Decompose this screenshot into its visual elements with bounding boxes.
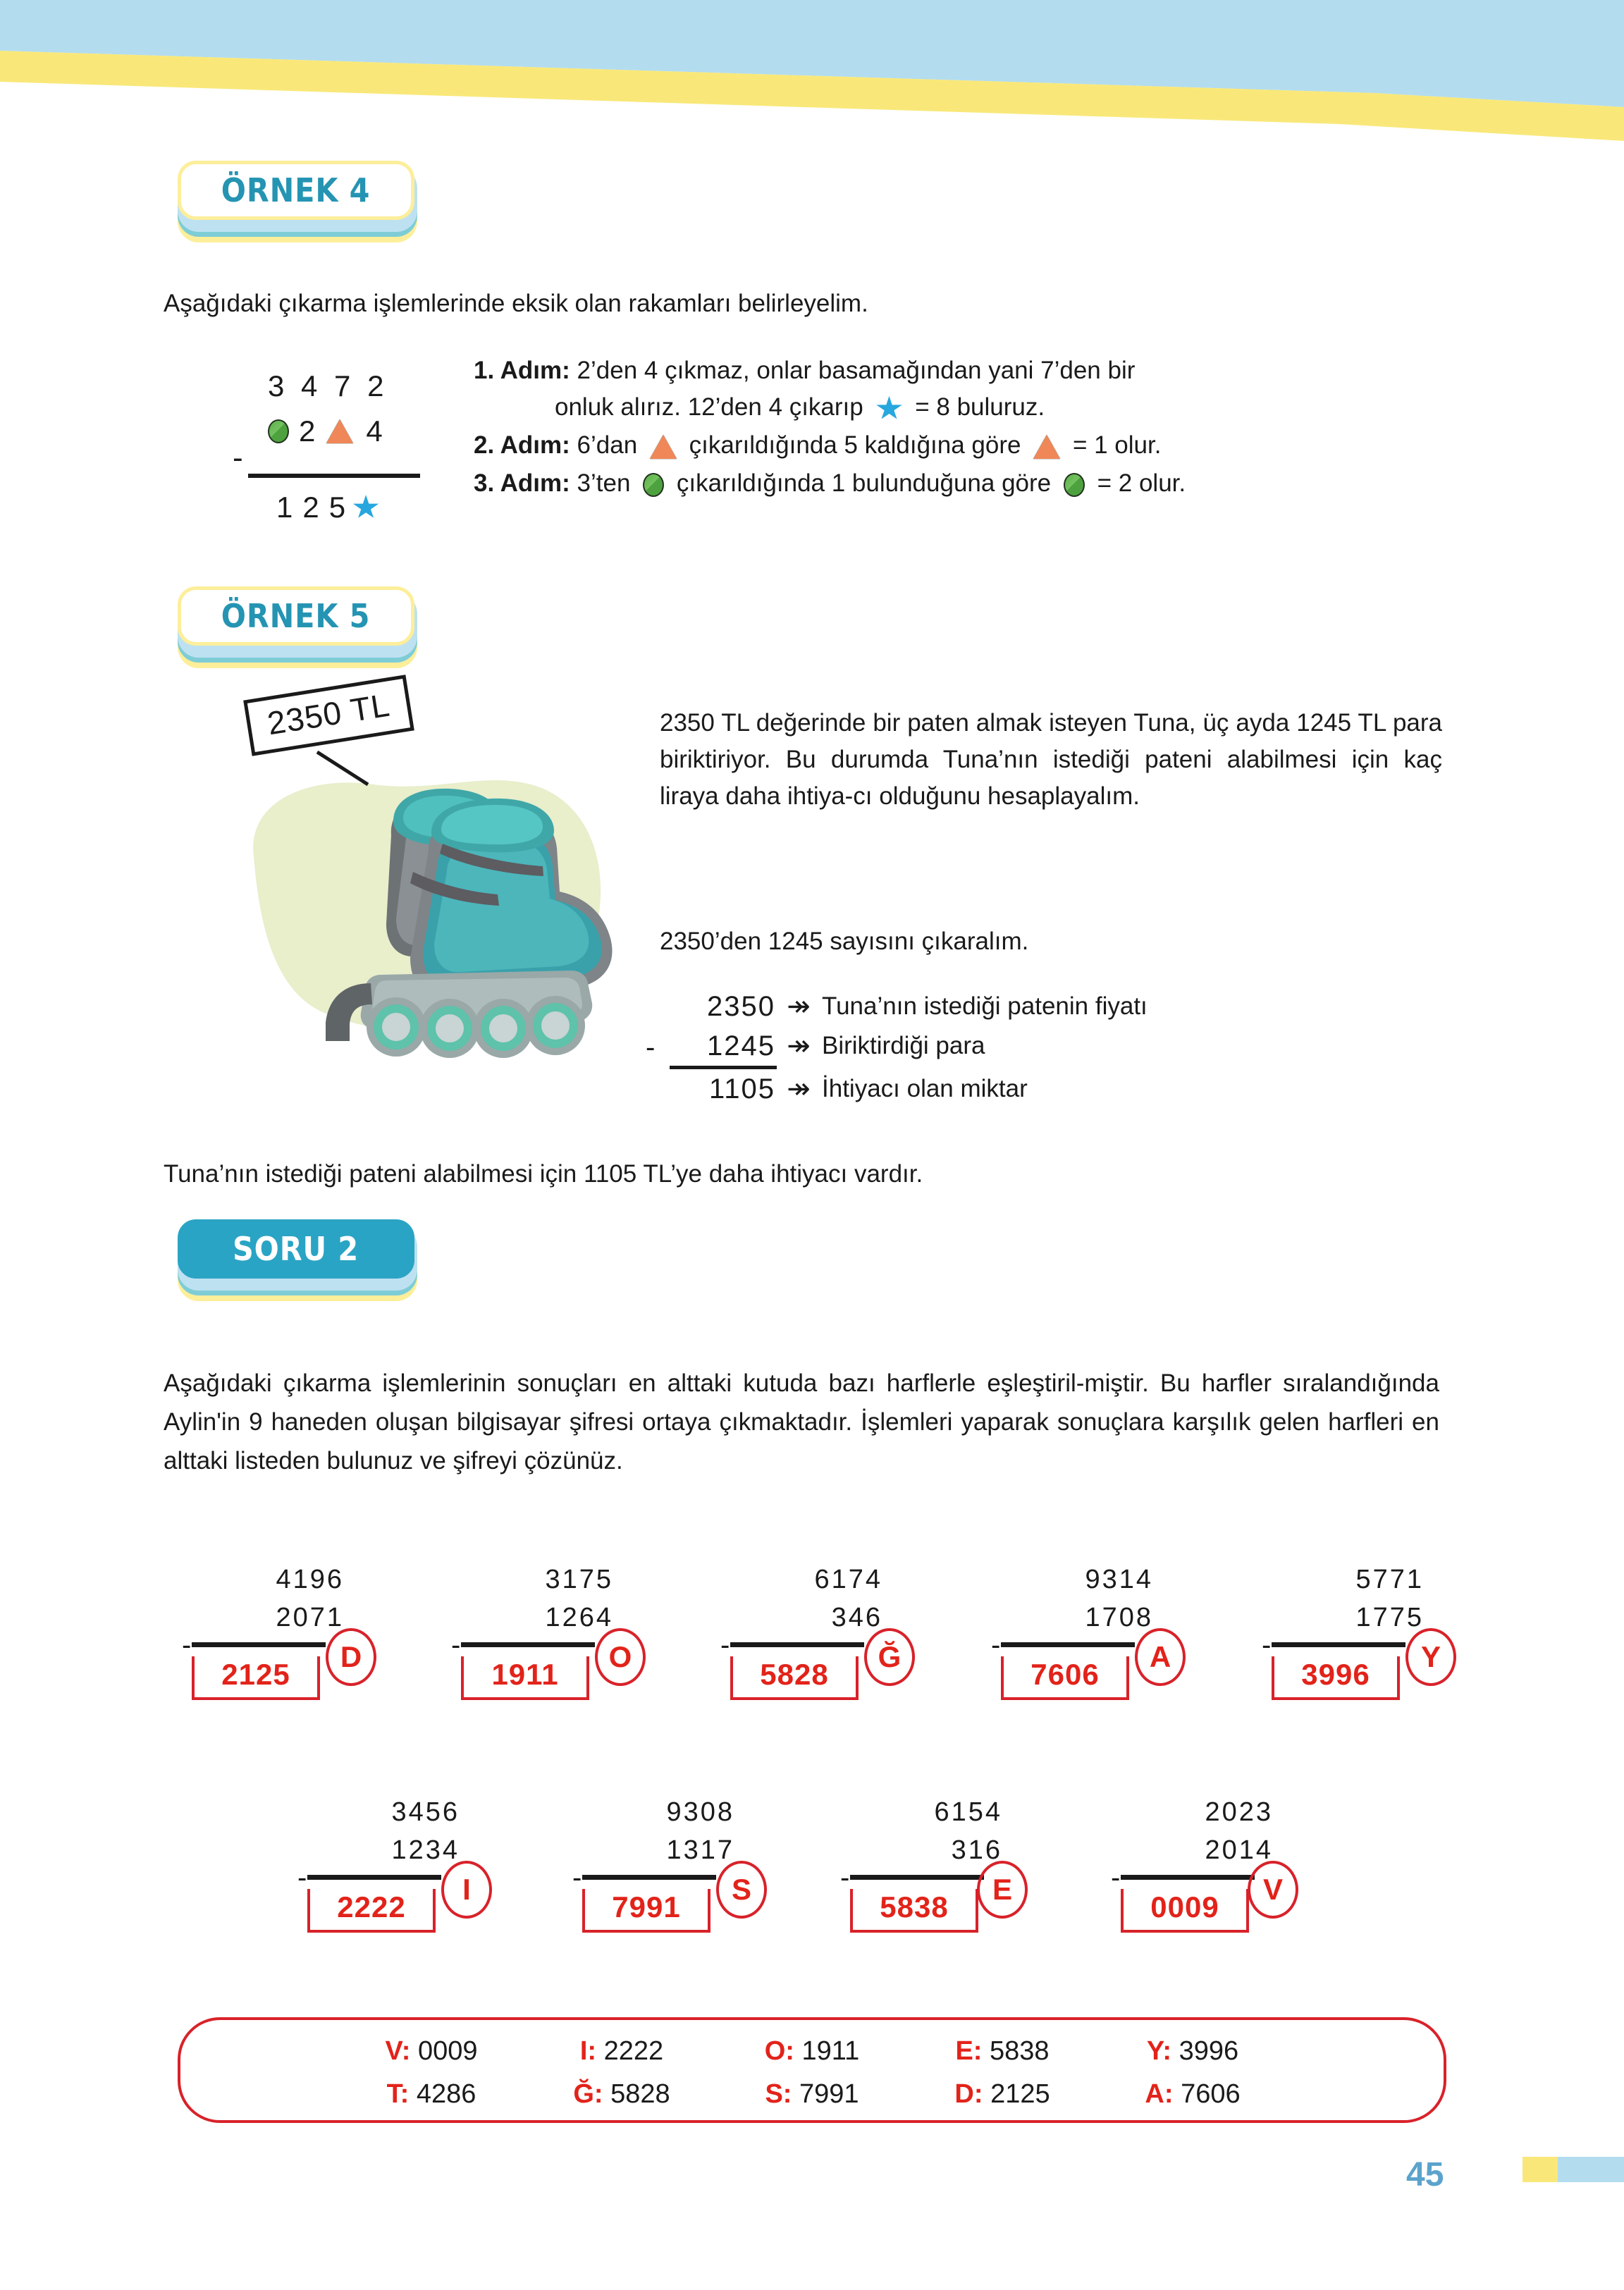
example4-operator: - (233, 441, 243, 475)
badge-face (178, 1219, 414, 1279)
problem-subtrahend: 1264 (545, 1603, 613, 1632)
key-value: 5838 (990, 2036, 1050, 2066)
arrow-icon: ↠ (787, 1073, 811, 1104)
answer-key-row-2 (180, 2079, 1444, 2110)
example5-conclusion: Tuna’nın istediği pateni alabilmesi için 1105 TL’ye daha ihtiyacı vardır. (164, 1160, 923, 1188)
example4-prompt: Aşağıdaki çıkarma işlemlerinde eksik olan rakamları belirleyelim. (164, 290, 868, 317)
example4-minuend: 3 4 7 2 (268, 369, 388, 402)
example5-paragraph: 2350 TL değerinde bir paten almak isteyen Tuna, üç ayda 1245 TL para biriktiriyor. Bu durumda Tuna’nın istediği pateni alabilmesi için kaç liraya daha ihtiya-cı olduğunu hesaplayalım. (660, 709, 1442, 810)
problem-2 (450, 1565, 633, 1700)
problem-letter[interactable]: E (977, 1861, 1028, 1919)
problem-subtrahend: 1317 (666, 1835, 734, 1865)
problem-8 (839, 1797, 1022, 1933)
answer-key-row-1 (180, 2036, 1444, 2067)
triangle-orange-icon (1033, 435, 1060, 459)
problem-operator: - (840, 1862, 850, 1893)
problem-answer: 5838 (880, 1890, 949, 1923)
star-blue-icon (875, 396, 902, 421)
problem-operator: - (182, 1630, 192, 1661)
key-value: 5828 (610, 2079, 670, 2109)
example4-vertical-sum (268, 364, 388, 454)
answer-key-box (178, 2017, 1446, 2123)
step-3-middle: çıkarıldığında 1 bulunduğuna göre (676, 469, 1052, 497)
example4-rule (248, 474, 420, 478)
key-value: 3996 (1179, 2036, 1239, 2066)
step-3-before: 3’ten (577, 469, 631, 497)
problem-answer: 7606 (1031, 1658, 1100, 1691)
circle-green-icon (268, 419, 289, 443)
badge-label: SORU 2 (233, 1230, 359, 1268)
problem-operator: - (572, 1862, 582, 1893)
key-value: 2125 (990, 2079, 1050, 2109)
step-1-line2-before: onluk alırız. 12’den 4 çıkarıp (555, 393, 863, 421)
calc-result-label: İhtiyacı olan miktar (822, 1075, 1028, 1102)
example4-step-2 (474, 427, 1432, 464)
problem-letter[interactable]: S (716, 1861, 767, 1919)
problem-operator: - (297, 1862, 307, 1893)
key-item (907, 2036, 1097, 2067)
problem-minuend: 6174 (814, 1565, 882, 1594)
problem-9 (1109, 1797, 1293, 1933)
arrow-icon: ↠ (787, 1030, 811, 1061)
calc-minuend: 2350 (707, 990, 775, 1022)
problem-subtrahend: 2014 (1205, 1835, 1273, 1865)
problem-minuend: 3175 (545, 1565, 613, 1594)
problem-minuend: 6154 (934, 1797, 1002, 1827)
calc-minuend-label: Tuna’nın istediği patenin fiyatı (822, 992, 1148, 1020)
key-letter: A: (1145, 2079, 1174, 2109)
key-item (336, 2079, 527, 2110)
problem-rule (850, 1875, 984, 1880)
key-item (907, 2079, 1097, 2110)
step-1-label: 1. Adım: (474, 357, 570, 384)
triangle-orange-icon (326, 419, 353, 443)
key-letter: Y: (1146, 2036, 1172, 2066)
step-3-label: 3. Adım: (474, 469, 570, 497)
badge-ornek-5 (178, 586, 417, 665)
calc-subtrahend: 1245 (707, 1030, 775, 1061)
problem-rule (1272, 1642, 1405, 1647)
problem-letter[interactable]: D (326, 1628, 376, 1686)
key-letter: Ğ: (573, 2079, 603, 2109)
step-2-label: 2. Adım: (474, 431, 570, 459)
calc-subtrahend-label: Biriktirdiği para (822, 1032, 985, 1059)
example4-result: 1 2 5 (276, 485, 379, 530)
problem-operator: - (991, 1630, 1001, 1661)
problem-operator: - (451, 1630, 461, 1661)
key-value: 7991 (799, 2079, 859, 2109)
arrow-icon: ↠ (787, 991, 811, 1022)
problem-answer-box[interactable] (1001, 1656, 1129, 1700)
problem-rule (582, 1875, 716, 1880)
step-2-before: 6’dan (577, 431, 638, 459)
key-item (717, 2036, 907, 2067)
problem-5 (1260, 1565, 1444, 1700)
calc-line-minuend (670, 987, 1148, 1026)
calc-result: 1105 (708, 1073, 775, 1104)
problem-subtrahend: 2071 (276, 1603, 344, 1632)
page-number: 45 (1406, 2156, 1444, 2193)
key-letter: O: (764, 2036, 794, 2066)
problem-answer: 5828 (760, 1658, 829, 1691)
problem-7 (571, 1797, 754, 1933)
calc-line-result (670, 1069, 1148, 1109)
step-2-middle: çıkarıldığında 5 kaldığına göre (689, 431, 1021, 459)
step-3-after: = 2 olur. (1097, 469, 1186, 497)
step-1-line2-after: = 8 buluruz. (915, 393, 1045, 421)
problem-answer-box[interactable] (1272, 1656, 1400, 1700)
example4-subtrahend: 2 4 (268, 409, 388, 454)
problem-operator: - (1111, 1862, 1121, 1893)
key-letter: T: (386, 2079, 410, 2109)
problem-answer: 7991 (612, 1890, 681, 1923)
problem-operator: - (720, 1630, 730, 1661)
step-1-line1: 2’den 4 çıkmaz, onlar basamağından yani 7’den bir (577, 357, 1136, 384)
problem-1 (180, 1565, 364, 1700)
problem-rule (307, 1875, 441, 1880)
problem-minuend: 4196 (276, 1565, 344, 1594)
problem-4 (990, 1565, 1173, 1700)
problem-rule (192, 1642, 326, 1647)
calc-line-subtrahend (646, 1026, 1148, 1066)
calc-subtrahend-wrap (646, 1030, 775, 1063)
key-value: 0009 (417, 2036, 478, 2066)
key-item (527, 2079, 717, 2110)
star-blue-icon (352, 495, 379, 520)
key-value: 7606 (1181, 2079, 1241, 2109)
badge-label: ÖRNEK 5 (221, 597, 371, 635)
soru2-instructions: Aşağıdaki çıkarma işlemlerinin sonuçları en alttaki kutuda bazı harflerle eşleştiril-miştir. Bu harfler sıralandığında Aylin'in 9 haneden oluşan bilgisayar şifresi ortaya çıkmaktadır. İşlemleri yaparak sonuçlara karşılık gelen harfleri en alttaki listeden bulunuz ve şifreyi çözünüz. (164, 1369, 1439, 1475)
problem-answer-box[interactable] (461, 1656, 589, 1700)
problem-letter[interactable]: O (595, 1628, 646, 1686)
problem-letter[interactable]: A (1135, 1628, 1186, 1686)
key-item (1097, 2036, 1288, 2067)
problem-rule (461, 1642, 595, 1647)
problem-rule (730, 1642, 864, 1647)
step-1-line2 (474, 389, 1432, 426)
example4-steps (474, 352, 1432, 502)
problem-minuend: 9308 (666, 1797, 734, 1827)
problem-rule (1001, 1642, 1135, 1647)
problem-answer-box[interactable] (582, 1889, 710, 1933)
problem-answer: 2125 (221, 1658, 290, 1691)
problem-operator: - (1262, 1630, 1272, 1661)
problem-minuend: 5771 (1355, 1565, 1424, 1594)
problem-rule (1121, 1875, 1255, 1880)
problem-answer: 1911 (491, 1658, 559, 1691)
circle-green-icon (1064, 473, 1085, 497)
circle-green-icon (643, 473, 664, 497)
key-letter: V: (385, 2036, 411, 2066)
problem-minuend: 9314 (1085, 1565, 1153, 1594)
problem-answer-box[interactable] (192, 1656, 320, 1700)
badge-face (178, 586, 414, 646)
key-value: 2222 (603, 2036, 664, 2066)
price-tag-label: 2350 TL (264, 686, 393, 742)
problem-minuend: 3456 (391, 1797, 460, 1827)
problem-answer: 2222 (337, 1890, 406, 1923)
calc-operator: - (646, 1031, 657, 1063)
problem-answer: 3996 (1301, 1658, 1370, 1691)
key-value: 1911 (801, 2036, 860, 2066)
example5-calculation (646, 987, 1148, 1109)
key-item (336, 2036, 527, 2067)
problem-minuend: 2023 (1205, 1797, 1273, 1827)
problem-letter[interactable]: Y (1405, 1628, 1456, 1686)
footer-swatch-blue (1558, 2157, 1624, 2182)
key-value: 4286 (416, 2079, 476, 2109)
problem-subtrahend: 346 (831, 1603, 882, 1632)
footer-swatch-yellow (1522, 2157, 1558, 2182)
badge-soru-2 (178, 1219, 417, 1298)
key-item (717, 2079, 907, 2110)
triangle-orange-icon (650, 435, 677, 459)
problem-answer-box[interactable] (1121, 1889, 1249, 1933)
key-letter: S: (765, 2079, 792, 2109)
key-letter: D: (954, 2079, 983, 2109)
key-item (1097, 2079, 1288, 2110)
key-letter: I: (579, 2036, 597, 2066)
problem-answer-box[interactable] (850, 1889, 978, 1933)
example5-subprompt: 2350’den 1245 sayısını çıkaralım. (660, 928, 1029, 955)
page-top-decoration (0, 0, 1624, 148)
problem-letter[interactable]: V (1248, 1861, 1298, 1919)
problem-6 (296, 1797, 479, 1933)
problem-subtrahend: 1775 (1355, 1603, 1424, 1632)
problem-letter[interactable]: I (441, 1861, 492, 1919)
step-2-after: = 1 olur. (1072, 431, 1162, 459)
problem-answer: 0009 (1150, 1890, 1219, 1923)
example4-step-1 (474, 352, 1432, 426)
key-item (527, 2036, 717, 2067)
problem-subtrahend: 1708 (1085, 1603, 1153, 1632)
problem-3 (719, 1565, 902, 1700)
problem-answer-box[interactable] (730, 1656, 859, 1700)
problem-subtrahend: 316 (951, 1835, 1002, 1865)
badge-ornek-4 (178, 161, 417, 240)
badge-label: ÖRNEK 4 (221, 171, 371, 209)
badge-face (178, 161, 414, 220)
problem-letter[interactable]: Ğ (864, 1628, 915, 1686)
example4-step-3 (474, 465, 1432, 502)
problem-answer-box[interactable] (307, 1889, 436, 1933)
key-letter: E: (955, 2036, 983, 2066)
problem-subtrahend: 1234 (391, 1835, 460, 1865)
